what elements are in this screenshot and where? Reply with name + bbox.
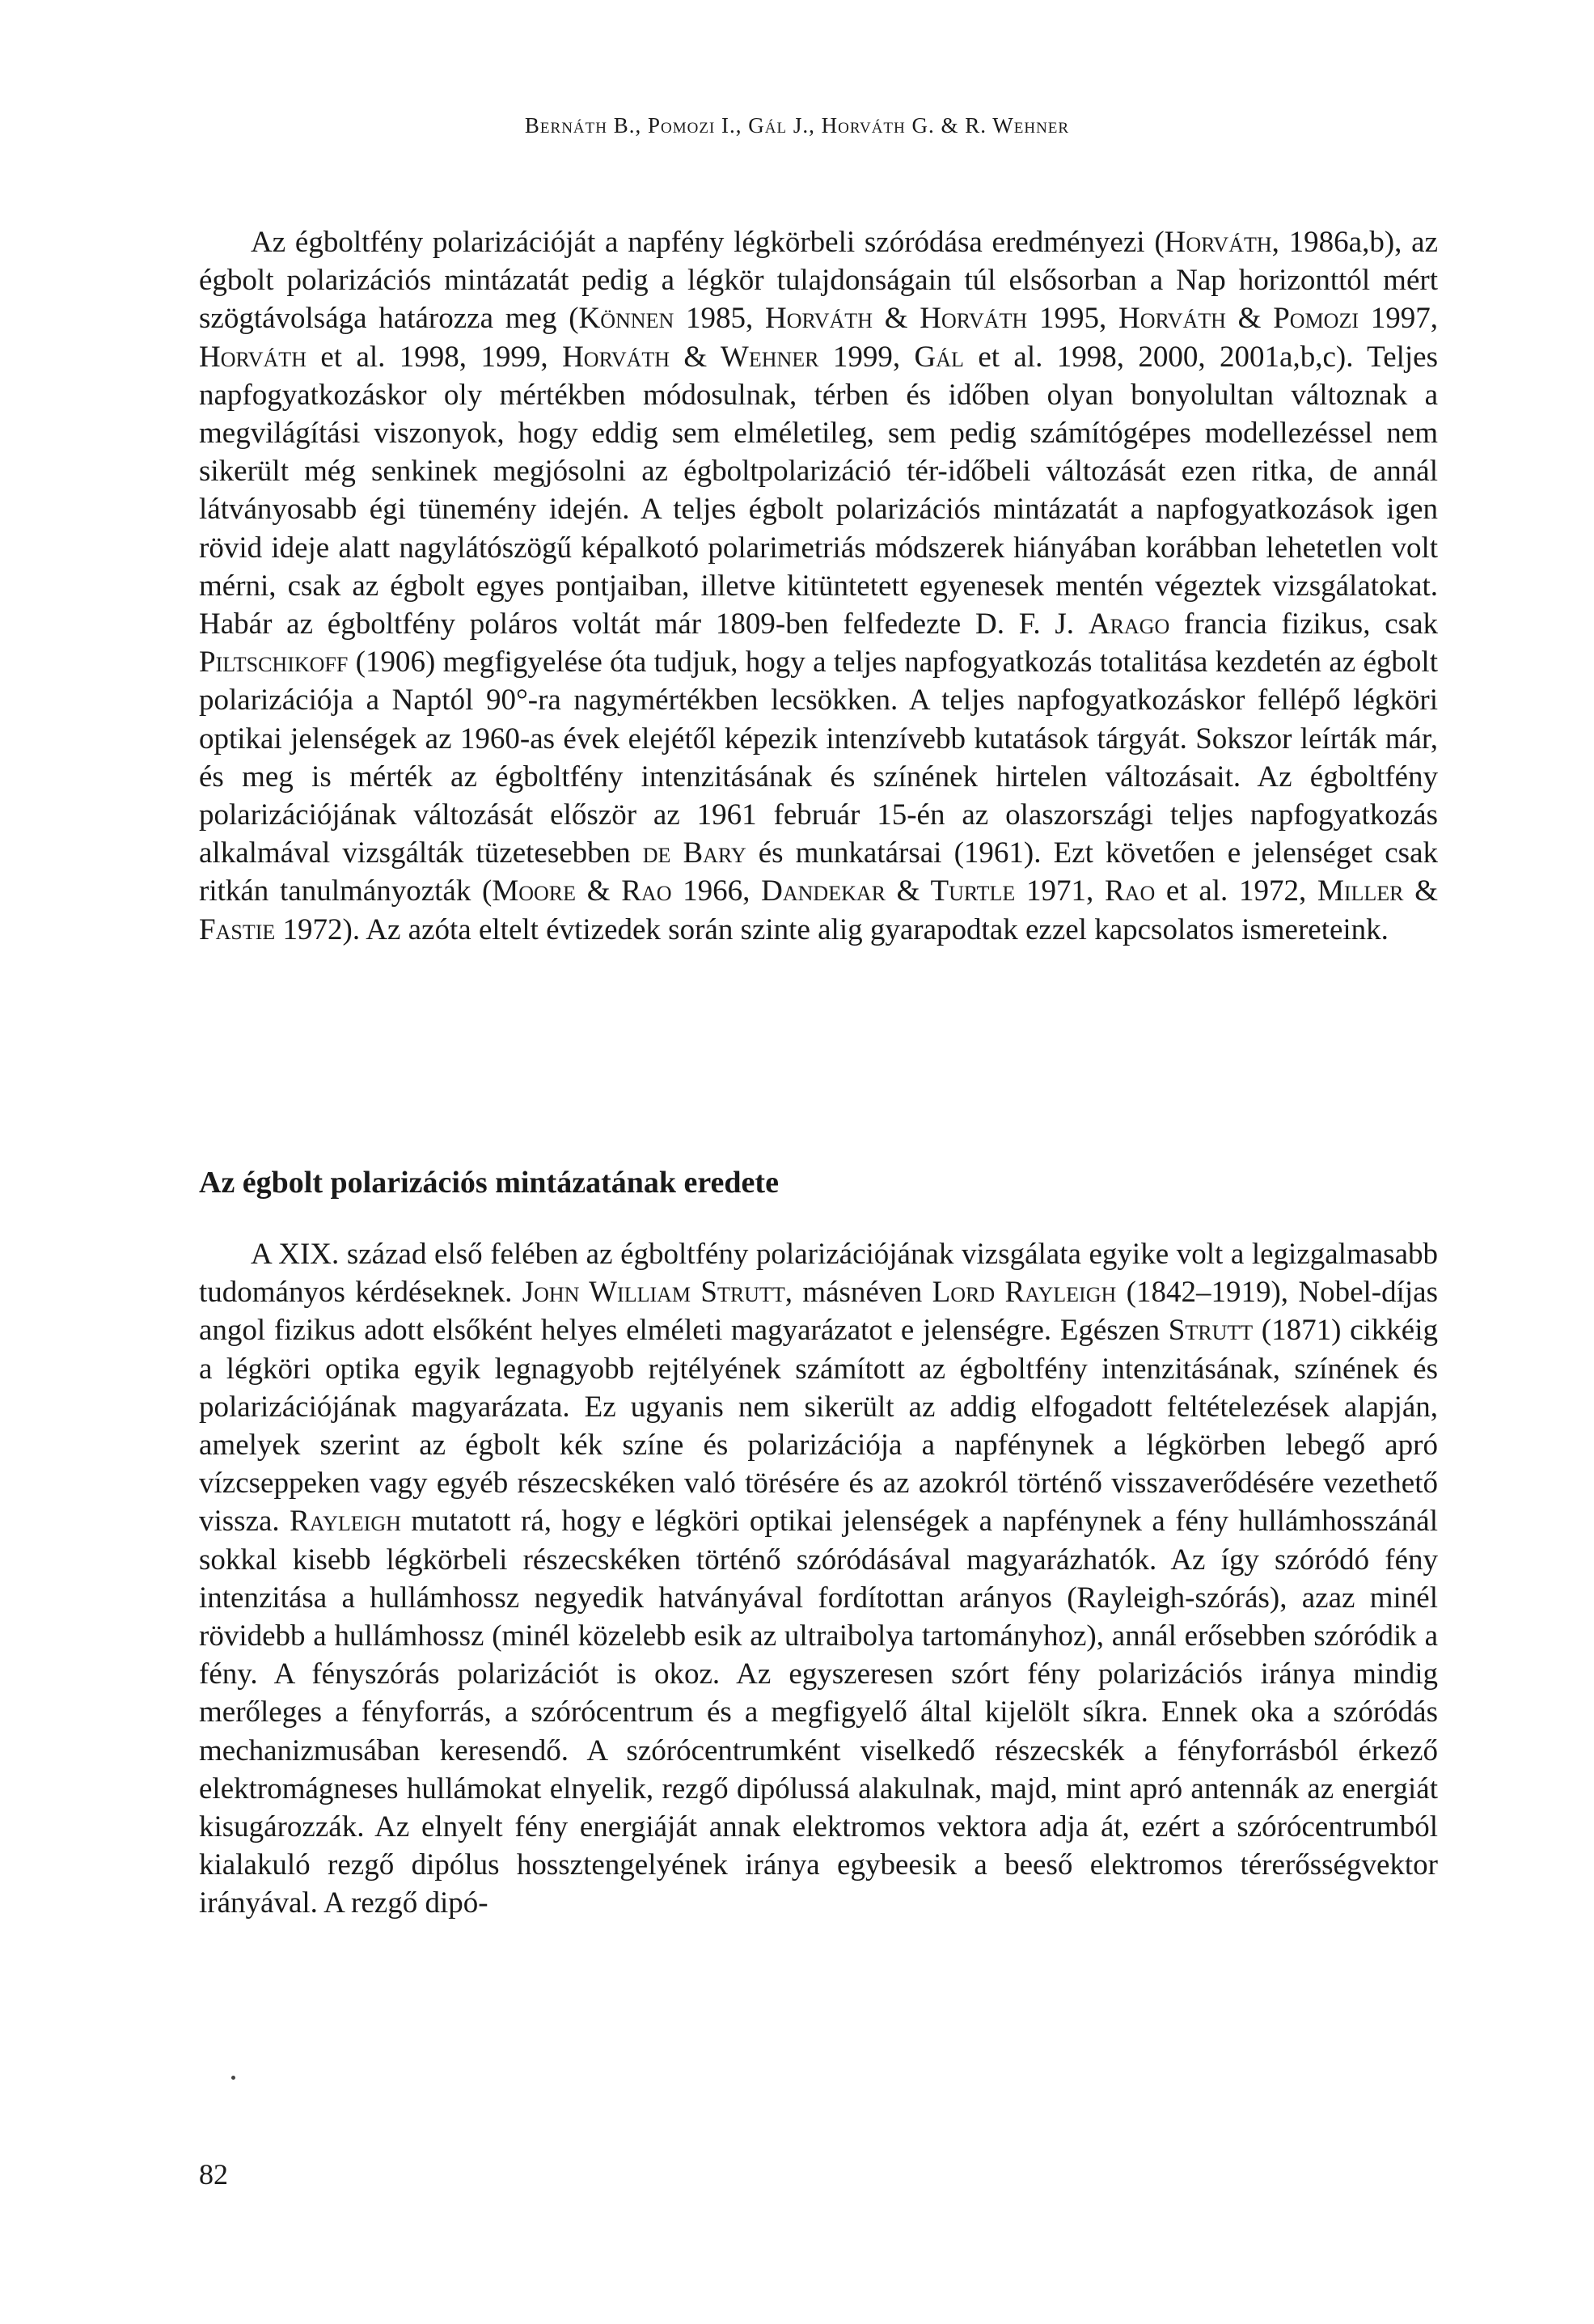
author-name: Rayleigh	[290, 1505, 401, 1539]
author-name: Arago	[1088, 607, 1170, 641]
author-name: Horváth & Pomozi	[1118, 302, 1359, 336]
author-name: Lord Rayleigh	[932, 1276, 1117, 1310]
section-heading: Az égbolt polarizációs mintázatának eredete	[199, 1166, 779, 1200]
author-name: Horváth & Horváth	[765, 302, 1028, 336]
author-name: Können	[578, 302, 674, 336]
body-paragraph-1: Az égboltfény polarizációját a napfény légkörbeli szóródása eredményezi (Horváth, 1986a,b), az égbolt polarizációs mintázatát pedig a légkör tulajdonságain túl elsősorban a Nap horizonttól mért szögtávolsága határozza meg (Können 1985, Horváth & Horváth 1995, Horváth & Pomozi 1997, Horváth et al. 1998, 1999, Horváth & Wehner 1999, Gál et al. 1998, 2000, 2001a,b,c). Teljes napfogyatkozáskor oly mértékben módosulnak, térben és időben olyan bonyolultan változnak a megvilágítási viszonyok, hogy eddig sem elméletileg, sem pedig számítógépes modellezéssel nem sikerült még senkinek megjósolni az égboltpolarizáció tér-időbeli változását ezen ritka, de annál látványosabb égi tünemény idején. A teljes égbolt polarizációs mintázatát a napfogyatkozások igen rövid ideje alatt nagylátószögű képalkotó polarimetriás módszerek hiányában korábban lehetetlen volt mérni, csak az égbolt egyes pontjaiban, illetve kitüntetett egyenesek mentén végeztek vizsgálatokat. Habár az égboltfény poláros voltát már 1809-ben felfedezte D. F. J. Arago francia fizikus, csak Piltschikoff (1906) megfigyelése óta tudjuk, hogy a teljes napfogyatkozás totalitása kezdetén az égbolt polarizációja a Naptól 90°-ra nagymértékben lecsökken. A teljes napfogyatkozáskor fellépő légköri optikai jelenségek az 1960-as évek elejétől képezik intenzívebb kutatások tárgyát. Sokszor leírták már, és meg is mérték az égboltfény intenzitásának és színének hirtelen változásait. Az égboltfény polarizációjának változását először az 1961 február 15-én az olaszországi teljes napfogyatkozás alkalmával vizsgálták tüzetesebben de Bary és munkatársai (1961). Ezt követően e jelenséget csak ritkán tanulmányozták (Moore & Rao 1966, Dandekar & Turtle 1971, Rao et al. 1972, Miller & Fastie 1972). Az azóta eltelt évtizedek során szinte alig gyarapodtak ezzel kapcsolatos ismereteink.	[199, 226, 1439, 946]
author-name: Miller & Fastie	[199, 874, 1439, 946]
author-name: Strutt	[1168, 1314, 1254, 1348]
author-name: Piltschikoff	[199, 646, 349, 679]
author-name: Rao	[1104, 874, 1156, 908]
author-name: Horváth & Wehner	[562, 340, 819, 374]
author-name: Dandekar & Turtle	[761, 874, 1016, 908]
body-paragraph-2: A XIX. század első felében az égboltfény polarizációjának vizsgálata egyike volt a legizgalmasabb tudományos kérdéseknek. John William Strutt, másnéven Lord Rayleigh (1842–1919), Nobel-díjas angol fizikus adott elsőként helyes elméleti magyarázatot e jelenségre. Egészen Strutt (1871) cikkéig a légköri optika egyik legnagyobb rejtélyének számított az égboltfény intenzitásának, színének és polarizációjának magyarázata. Ez ugyanis nem sikerült az addig elfogadott feltételezések alapján, amelyek szerint az égbolt kék színe és polarizációja a napfénynek a légkörben lebegő apró vízcseppeken vagy egyéb részecskéken való törésére és az azokról történő visszaverődésére vezethető vissza. Rayleigh mutatott rá, hogy e légköri optikai jelenségek a napfénynek a fény hullámhosszánál sokkal kisebb légkörbeli részecskéken történő szóródásával magyarázhatók. Az így szóródó fény intenzitása a hullámhossz negyedik hatványával fordítottan arányos (Rayleigh-szórás), azaz minél rövidebb a hullámhossz (minél közelebb esik az ultraibolya tartományhoz), annál erősebben szóródik a fény. A fényszórás polarizációt is okoz. Az egyszeresen szórt fény polarizációs iránya mindig merőleges a fényforrás, a szórócentrum és a megfigyelő által kijelölt síkra. Ennek oka a szóródás mechanizmusában keresendő. A szórócentrumként viselkedő részecskék a fényforrásból érkező elektromágneses hullámokat elnyelik, rezgő dipólussá alakulnak, majd, mint apró antennák az energiát kisugározzák. Az elnyelt fény energiáját annak elektromos vektora adja át, ezért a szórócentrumból kialakuló rezgő dipólus hossztengelyének iránya egybeesik a beeső elektromos térerősségvektor irányával. A rezgő dipó-	[199, 1238, 1438, 1920]
author-name: de Bary	[642, 836, 746, 870]
scan-speck	[231, 2076, 235, 2080]
author-name: John William Strutt	[522, 1276, 785, 1310]
page-number: 82	[199, 2158, 228, 2191]
running-header: Bernáth B., Pomozi I., Gál J., Horváth G. & R. Wehner	[524, 113, 1070, 138]
author-name: Horváth	[1164, 226, 1272, 259]
author-name: Gál	[914, 340, 964, 374]
author-name: Moore & Rao	[492, 874, 672, 908]
author-name: Horváth	[199, 340, 307, 374]
